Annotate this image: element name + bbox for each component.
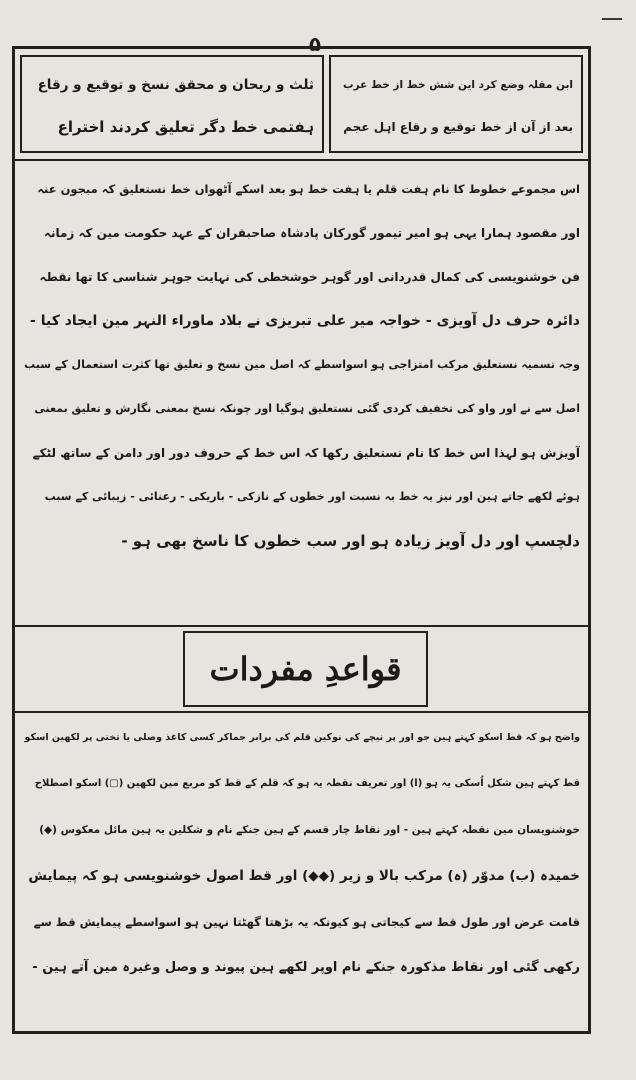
text-line: قامت عرض اور طول قط سے کیجاتی ہو کیونکہ یہ بڑھتا گھٹتا نہین ہو اسواسطے پیمایش قط سے (33, 915, 580, 929)
text-line: ہوئے لکھے جاتے ہین اور نیز یہ خط بہ نسبت اور خطوں کے نازکی - باریکی - رعنائی - زیبائی کے سبب (44, 490, 580, 503)
text-line: وجہ تسمیہ نستعلیق مرکب امتزاجی ہو اسواسطے کہ اصل مین نسخ و تعلیق تھا کثرت استعمال کے سبب (24, 358, 580, 371)
text-line: فن خوشنویسی کی کمال قدردانی اور گوہر خوشخطی کی نہایت جوہر شناسی کا تھا نقطہ (39, 270, 580, 284)
text-line: خمیدہ (ب) مدوّر (ہ) مرکب بالا و زیر (◆◆) اور قط اصول خوشنویسی ہو کہ پیمایش (28, 868, 580, 884)
section-title: قواعدِ مفردات (183, 631, 428, 707)
section-divider (15, 711, 588, 713)
page-frame (12, 46, 591, 1034)
page-number: ۵ (308, 32, 322, 56)
text-line: دائرہ حرف دل آویزی - خواجہ میر علی تبریزی نے بلاد ماوراء النہر مین ایجاد کیا - (30, 313, 580, 329)
rules-paragraphs (23, 715, 580, 991)
section-divider (15, 625, 588, 627)
text-line: خوشنویسان مین نقطہ کہتے ہین - اور نقاط چار قسم کے ہین جنکے نام و شکلین یہ ہین مائل معکوس (◆) (39, 824, 580, 836)
corner-mark (602, 18, 622, 20)
text-line: قط کہتے ہین شکل اُسکی یہ ہو (ا) اور تعریف نقطہ یہ ہو کہ قلم کے قط کو مربع مین لکھین (▢) اسکو اصطلاح (34, 778, 580, 789)
text-line: رکھی گئی اور نقاط مذکورہ جنکے نام اوپر لکھے ہین پیوند و وصل وغیرہ مین آتے ہین - (32, 960, 580, 975)
text-line: واضح ہو کہ قط اسکو کہتے ہین جو اور پر نیچے کی نوکین قلم کی برابر جماکر کسی کاغذ وصلی یا تختی پر لکھین اسکو (24, 732, 580, 743)
text-line: اصل سے نے اور واو کی تخفیف کردی گئی نستعلیق ہوگیا اور چونکہ نسخ بمعنی نگارش و تعلیق بمعنی (34, 402, 580, 415)
verse-line: ثلث و ریحان و محقق نسخ و توقیع و رقاع (37, 77, 314, 93)
verse-line: بعد از آن از خط توقیع و رقاع اہل عجم (343, 120, 573, 134)
intro-paragraphs (23, 167, 580, 563)
verse-line: ابن مقلہ وضع کرد این شش خط از خط عرب (343, 79, 573, 91)
verse-line: ہفتمی خط دگر تعلیق کردند اختراع (57, 118, 314, 136)
text-line: اور مقصود ہمارا یہی ہو امیر تیمور گورکان پادشاہ صاحبقران کے عہد حکومت مین کہ زمانہ (43, 226, 580, 240)
verse-box-right (329, 55, 583, 153)
verse-header (15, 49, 588, 161)
verse-box-left (20, 55, 324, 153)
text-line: آویزش ہو لہذا اس خط کا نام نستعلیق رکھا کہ اس خط کے حروف دور اور دامن کے ساتھ لٹکے (32, 446, 580, 460)
text-line: اس مجموعے خطوط کا نام ہفت قلم یا ہفت خط ہو بعد اسکے آٹھواں خط نستعلیق کہ مبجون عنہ (37, 182, 580, 196)
text-line: دلچسپ اور دل آویز زیادہ ہو اور سب خطوں کا ناسخ بھی ہو - (121, 532, 580, 550)
